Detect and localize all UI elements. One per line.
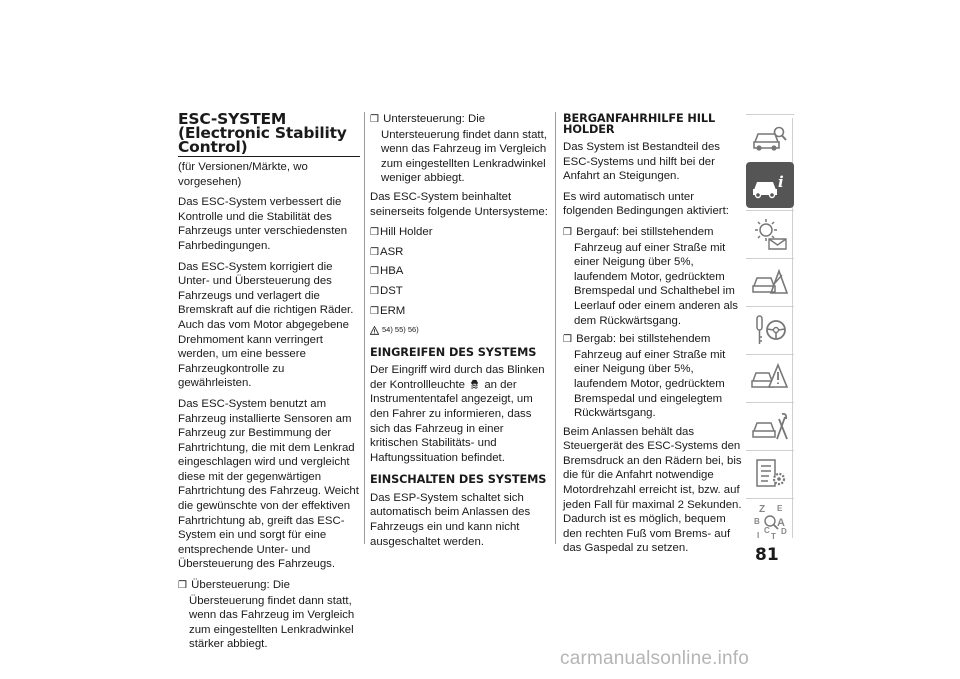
subtitle: (für Versionen/Märkte, wo vorgesehen) (178, 161, 308, 188)
bullet-box-icon: ❒ (370, 285, 379, 297)
paragraph: Beim Anlassen behält das Steuergerät des ESC-Systems den Bremsdruck an den Rädern bei, bis die für die Anfahrt notwendige Motordrehzahl erreicht ist, bzw. auf jeden Fall für maximal 2 Sekunden. Dadurch ist es möglich, bequem den rechten Fuß vom Brems- auf das Gaspedal zu setzen. (563, 425, 742, 555)
bullet-box-icon: ❒ (563, 334, 572, 346)
svg-text:C: C (764, 526, 770, 535)
svg-text:D: D (781, 527, 787, 536)
bullet-box-icon: ❒ (370, 114, 379, 125)
svg-text:A: A (777, 517, 785, 529)
title-line: ESC-SYSTEM (178, 110, 287, 128)
paragraph: Das ESC-System beinhaltet seinerseits folgende Untersysteme: (370, 190, 548, 218)
car-accident-icon (751, 361, 789, 395)
bullet-box-icon: ❒ (370, 227, 379, 239)
warning-triangle-icon (370, 326, 379, 335)
paragraph: Das System ist Bestandteil des ESC-Systems und hilft bei der Anfahrt an Steigungen. (563, 141, 721, 183)
bullet-text: Untersteuerung: Die Untersteuerung findet dann statt, wenn das Fahrzeug im Vergleich zum eingestellten Lenkradwinkel weniger abbiegt. (381, 113, 547, 185)
bullet-box-icon: ❒ (178, 580, 187, 592)
subsystem-label: HBA (379, 265, 404, 278)
subsystem-item (370, 264, 550, 280)
bullet-item (563, 225, 743, 328)
paragraph: Es wird automatisch unter folgenden Bedingungen aktiviert: (563, 190, 729, 218)
subsystem-item (370, 304, 550, 320)
bullet-text: Bergauf: bei stillstehendem Fahrzeug auf einer Straße mit einer Neigung über 5%, laufendem Motor, gedrücktem Bremspedal und Schalthebel im Leerlauf oder einem anderen als dem Rückwärtsgang. (574, 225, 739, 327)
paragraph: Das ESC-System verbessert die Kontrolle und die Stabilität des Fahrzeugs unter verschiedensten Fahrbedingungen. (178, 196, 348, 252)
bullet-box-icon: ❒ (563, 226, 572, 238)
warning-lights-message-icon (751, 217, 789, 251)
car-service-icon (751, 409, 789, 443)
sidebar-item-warnings[interactable] (746, 210, 794, 257)
sidebar-item-specifications[interactable] (746, 450, 794, 497)
bullet-box-icon: ❒ (370, 305, 379, 317)
subsystem-label: ERM (379, 304, 406, 317)
key-steering-wheel-icon (751, 313, 789, 347)
column-2 (370, 112, 550, 555)
warning-references[interactable] (370, 323, 550, 338)
bullet-text: Bergab: bei stillstehendem Fahrzeug auf einer Straße mit einer Neigung über 5%, laufendem Motor, gedrücktem Bremspedal und eingelegtem Rückwärtsgang. (574, 333, 726, 420)
svg-text:B: B (754, 517, 760, 526)
esc-warning-light-icon (469, 378, 480, 389)
bullet-item (563, 332, 743, 421)
paragraph (370, 363, 550, 465)
title-line: Control) (178, 138, 248, 156)
sidebar-item-index[interactable] (746, 498, 794, 545)
sidebar-item-safety[interactable] (746, 162, 794, 208)
section-heading: BERGANFAHRHILFE HILL HOLDER (563, 112, 716, 136)
bullet-item (178, 578, 360, 652)
reference-numbers: 54) 55) 56) (382, 325, 419, 335)
specifications-icon (751, 457, 789, 491)
svg-text:I: I (757, 531, 760, 540)
svg-text:T: T (771, 532, 776, 541)
paragraph: Das ESC-System korrigiert die Unter- und Übersteuerung des Fahrzeugs und verlagert die Bremskraft auf die richtigen Räder. Auch das vom Motor abgegebene Drehmoment kann verringert werden, um eine bessere Fahrzeugkontrolle zu gewährleisten. (178, 260, 354, 390)
subsystem-label: Hill Holder (379, 226, 433, 239)
sidebar-item-dashboard[interactable] (746, 114, 794, 161)
sidebar-item-emergency[interactable] (746, 258, 794, 305)
subsystem-label: ASR (379, 245, 404, 258)
svg-text:i: i (778, 173, 784, 191)
bullet-box-icon: ❒ (370, 266, 379, 278)
watermark: carmanualsonline.info (560, 648, 750, 669)
paragraph-text: an der Instrumententafel angezeigt, um den Fahrer zu informieren, dass sich das Fahrzeug in einer kritischen Stabilitäts- und Haftungssituation befindet. (370, 378, 533, 464)
sidebar-item-maintenance[interactable] (746, 402, 794, 449)
subsystem-item (370, 284, 550, 300)
column-1 (178, 112, 360, 656)
car-breakdown-icon (751, 265, 789, 299)
column-divider (555, 112, 556, 544)
index-icon (751, 503, 789, 541)
section-heading: EINGREIFEN DES SYSTEMS (370, 345, 537, 359)
sidebar-item-starting[interactable] (746, 306, 794, 353)
page-number: 81 (755, 545, 779, 565)
paragraph-text: Der Eingriff wird durch das Blinken der Kontrollleuchte (370, 364, 545, 391)
bullet-box-icon: ❒ (370, 246, 379, 258)
column-divider (364, 112, 365, 544)
bullet-item (370, 112, 550, 186)
paragraph: Das ESP-System schaltet sich automatisch beim Anlassen des Fahrzeugs ein und kann nicht ausgeschaltet werden. (370, 491, 531, 548)
svg-text:Z: Z (759, 504, 766, 515)
subsystem-label: DST (379, 284, 403, 297)
subsystem-item (370, 225, 550, 241)
svg-text:E: E (777, 504, 783, 513)
section-heading: EINSCHALTEN DES SYSTEMS (370, 473, 547, 487)
column-3 (563, 112, 743, 562)
title-line: (Electronic Stability (178, 124, 347, 142)
car-info-icon (751, 169, 789, 201)
subsystem-item (370, 245, 550, 261)
sidebar-item-breakdown[interactable] (746, 354, 794, 401)
section-title (178, 112, 360, 157)
bullet-text: Übersteuerung: Die Übersteuerung findet dann statt, wenn das Fahrzeug im Vergleich zum eingestellten Lenkradwinkel stärker abbiegt. (189, 579, 355, 651)
paragraph: Das ESC-System benutzt am Fahrzeug installierte Sensoren am Fahrzeug zur Bestimmung der Fahrtrichtung, die mit dem Lenkrad eingeschlagen wird und vergleicht diese mit der gegenwärtigen Fahrtrichtung des Fahrzeug. Weicht die gewünschte von der effektiven Fahrtrichtung ab, greift das ESC-System ein und sorgt für eine entsprechende Unter- und Übersteuerung des Fahrzeugs. (178, 397, 359, 571)
car-search-icon (751, 122, 789, 154)
